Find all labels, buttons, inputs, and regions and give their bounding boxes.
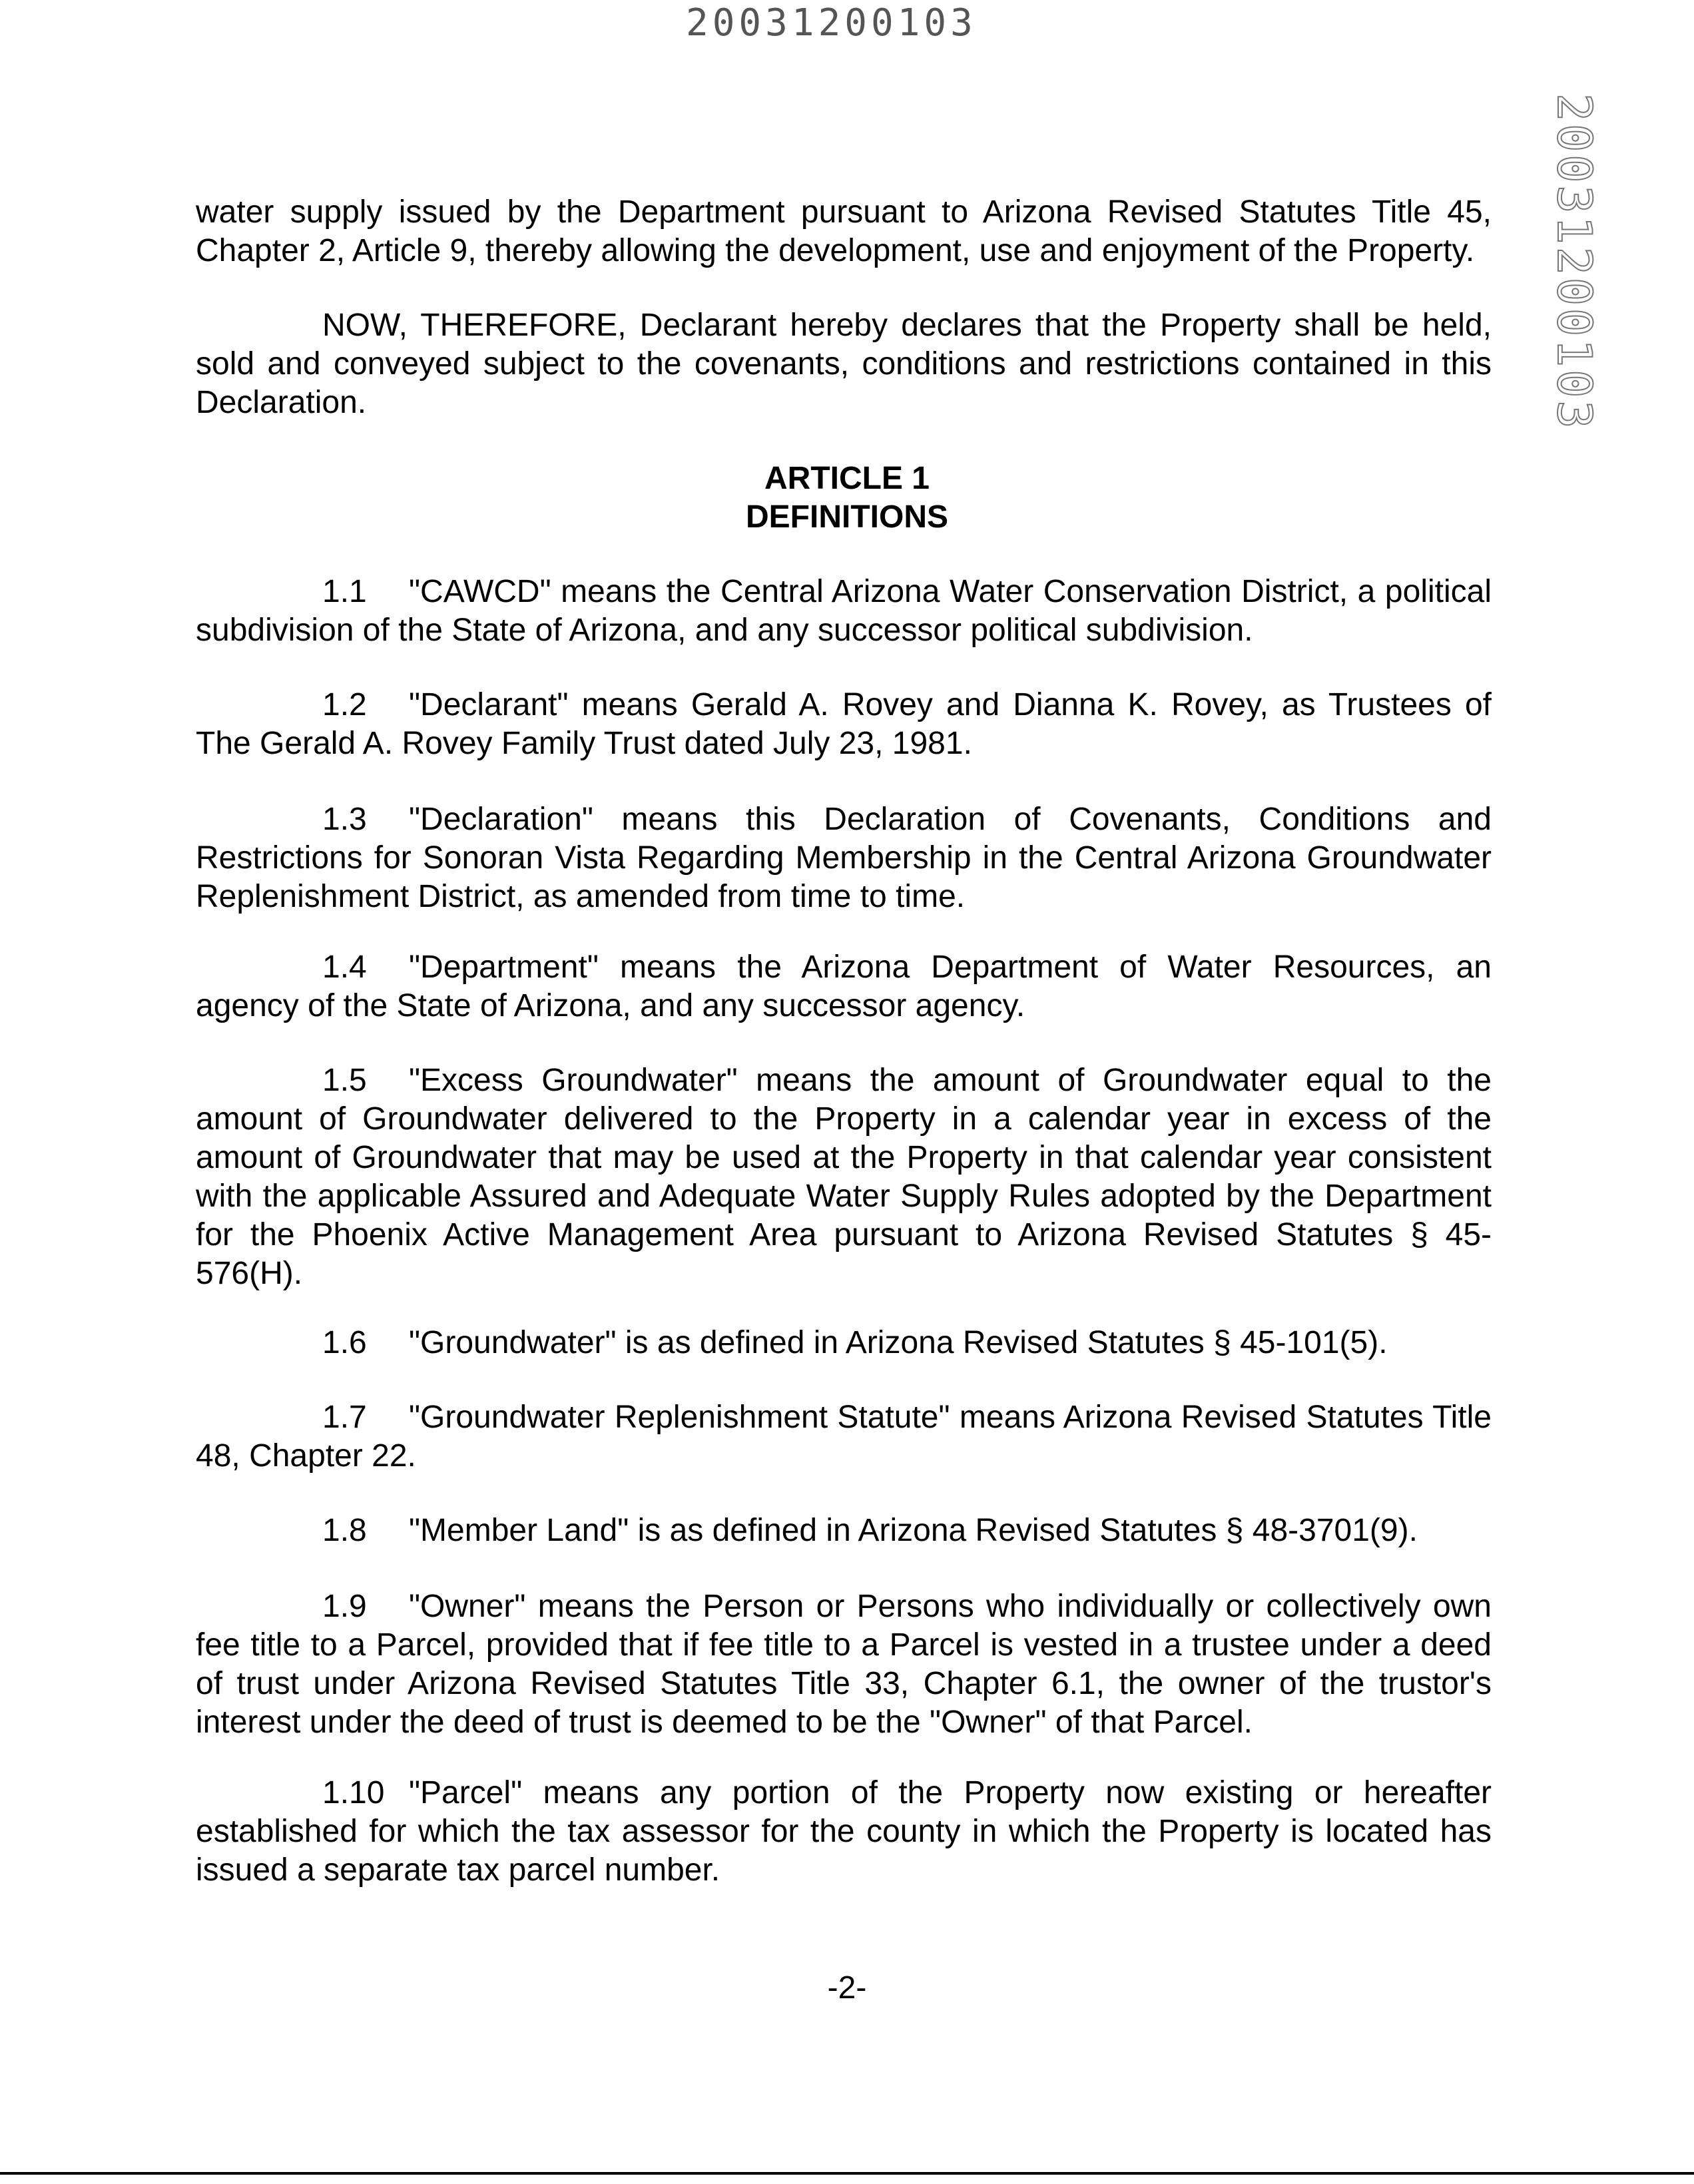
definition-text: "Department" means the Arizona Department of Water Resources, an agency of the State of Arizona, and any successor agency. [196,950,1492,1023]
definition-text: "Groundwater Replenishment Statute" means Arizona Revised Statutes Title 48, Chapter 22. [196,1400,1492,1474]
intro-paragraph-1: water supply issued by the Department pursuant to Arizona Revised Statutes Title 45, Chapter 2, Article 9, thereby allowing the development, use and enjoyment of the Property. [196,194,1492,268]
definition-text: "Excess Groundwater" means the amount of Groundwater equal to the amount of Groundwater delivered to the Property in a calendar year in excess of the amount of Groundwater that may be used at the Property in that calendar year consistent with the applicable Assured and Adequate Water Supply Rules adopted by the Department for the Phoenix Active Management Area pursuant to Arizona Revised Statutes § 45-576(H). [196,1063,1492,1291]
intro-section-2 [196,306,1492,422]
definition-text: "Declaration" means this Declaration of Covenants, Conditions and Restrictions for Sonoran Vista Regarding Membership in the Central Arizona Groundwater Replenishment District, as amended from time to time. [196,802,1492,914]
definition-number: 1.10 [322,1775,385,1810]
definition-1-8 [196,1511,1492,1550]
definition-number: 1.4 [322,950,367,985]
intro-paragraph-2: NOW, THEREFORE, Declarant hereby declares that the Property shall be held, sold and conveyed subject to the covenants, conditions and restrictions contained in this Declaration. [196,308,1492,420]
definition-1-2 [196,686,1492,763]
definition-1-9 [196,1587,1492,1742]
article-number: ARTICLE 1 [764,461,930,496]
definition-number: 1.7 [322,1400,367,1435]
side-stamp: 20031200103 [1547,93,1601,431]
definition-text: "CAWCD" means the Central Arizona Water Conservation District, a political subdivision of the State of Arizona, and any successor political subdivision. [196,574,1492,648]
definition-number: 1.3 [322,802,367,837]
page-number: -2- [827,1970,867,2006]
definition-number: 1.1 [322,574,367,609]
definition-number: 1.2 [322,687,367,722]
definition-text: "Member Land" is as defined in Arizona Revised Statutes § 48-3701(9). [409,1513,1418,1548]
definition-1-10 [196,1774,1492,1890]
definition-1-7 [196,1398,1492,1476]
definition-text: "Owner" means the Person or Persons who individually or collectively own fee title to a Parcel, provided that if fee title to a Parcel is vested in a trustee under a deed of trust under Arizona Revised Statutes Title 33, Chapter 6.1, the owner of the trustor's interest under the deed of trust is deemed to be the "Owner" of that Parcel. [196,1589,1492,1740]
definition-1-4 [196,948,1492,1025]
definition-1-6 [196,1324,1492,1362]
bottom-rule [0,2172,1694,2175]
definition-text: "Declarant" means Gerald A. Rovey and Dianna K. Rovey, as Trustees of The Gerald A. Rovey Family Trust dated July 23, 1981. [196,687,1492,761]
definition-number: 1.5 [322,1063,367,1098]
intro-section [196,193,1492,270]
document-number: 20031200103 [686,1,977,45]
definition-text: "Groundwater" is as defined in Arizona Revised Statutes § 45-101(5). [409,1325,1388,1360]
definition-text: "Parcel" means any portion of the Property now existing or hereafter established for which the tax assessor for the county in which the Property is located has issued a separate tax parcel number. [196,1775,1492,1888]
definition-1-5 [196,1061,1492,1293]
definition-1-3 [196,800,1492,916]
definition-number: 1.6 [322,1325,367,1360]
definition-1-1 [196,573,1492,650]
definition-number: 1.9 [322,1589,367,1624]
article-title: DEFINITIONS [745,499,948,535]
definition-number: 1.8 [322,1513,367,1548]
